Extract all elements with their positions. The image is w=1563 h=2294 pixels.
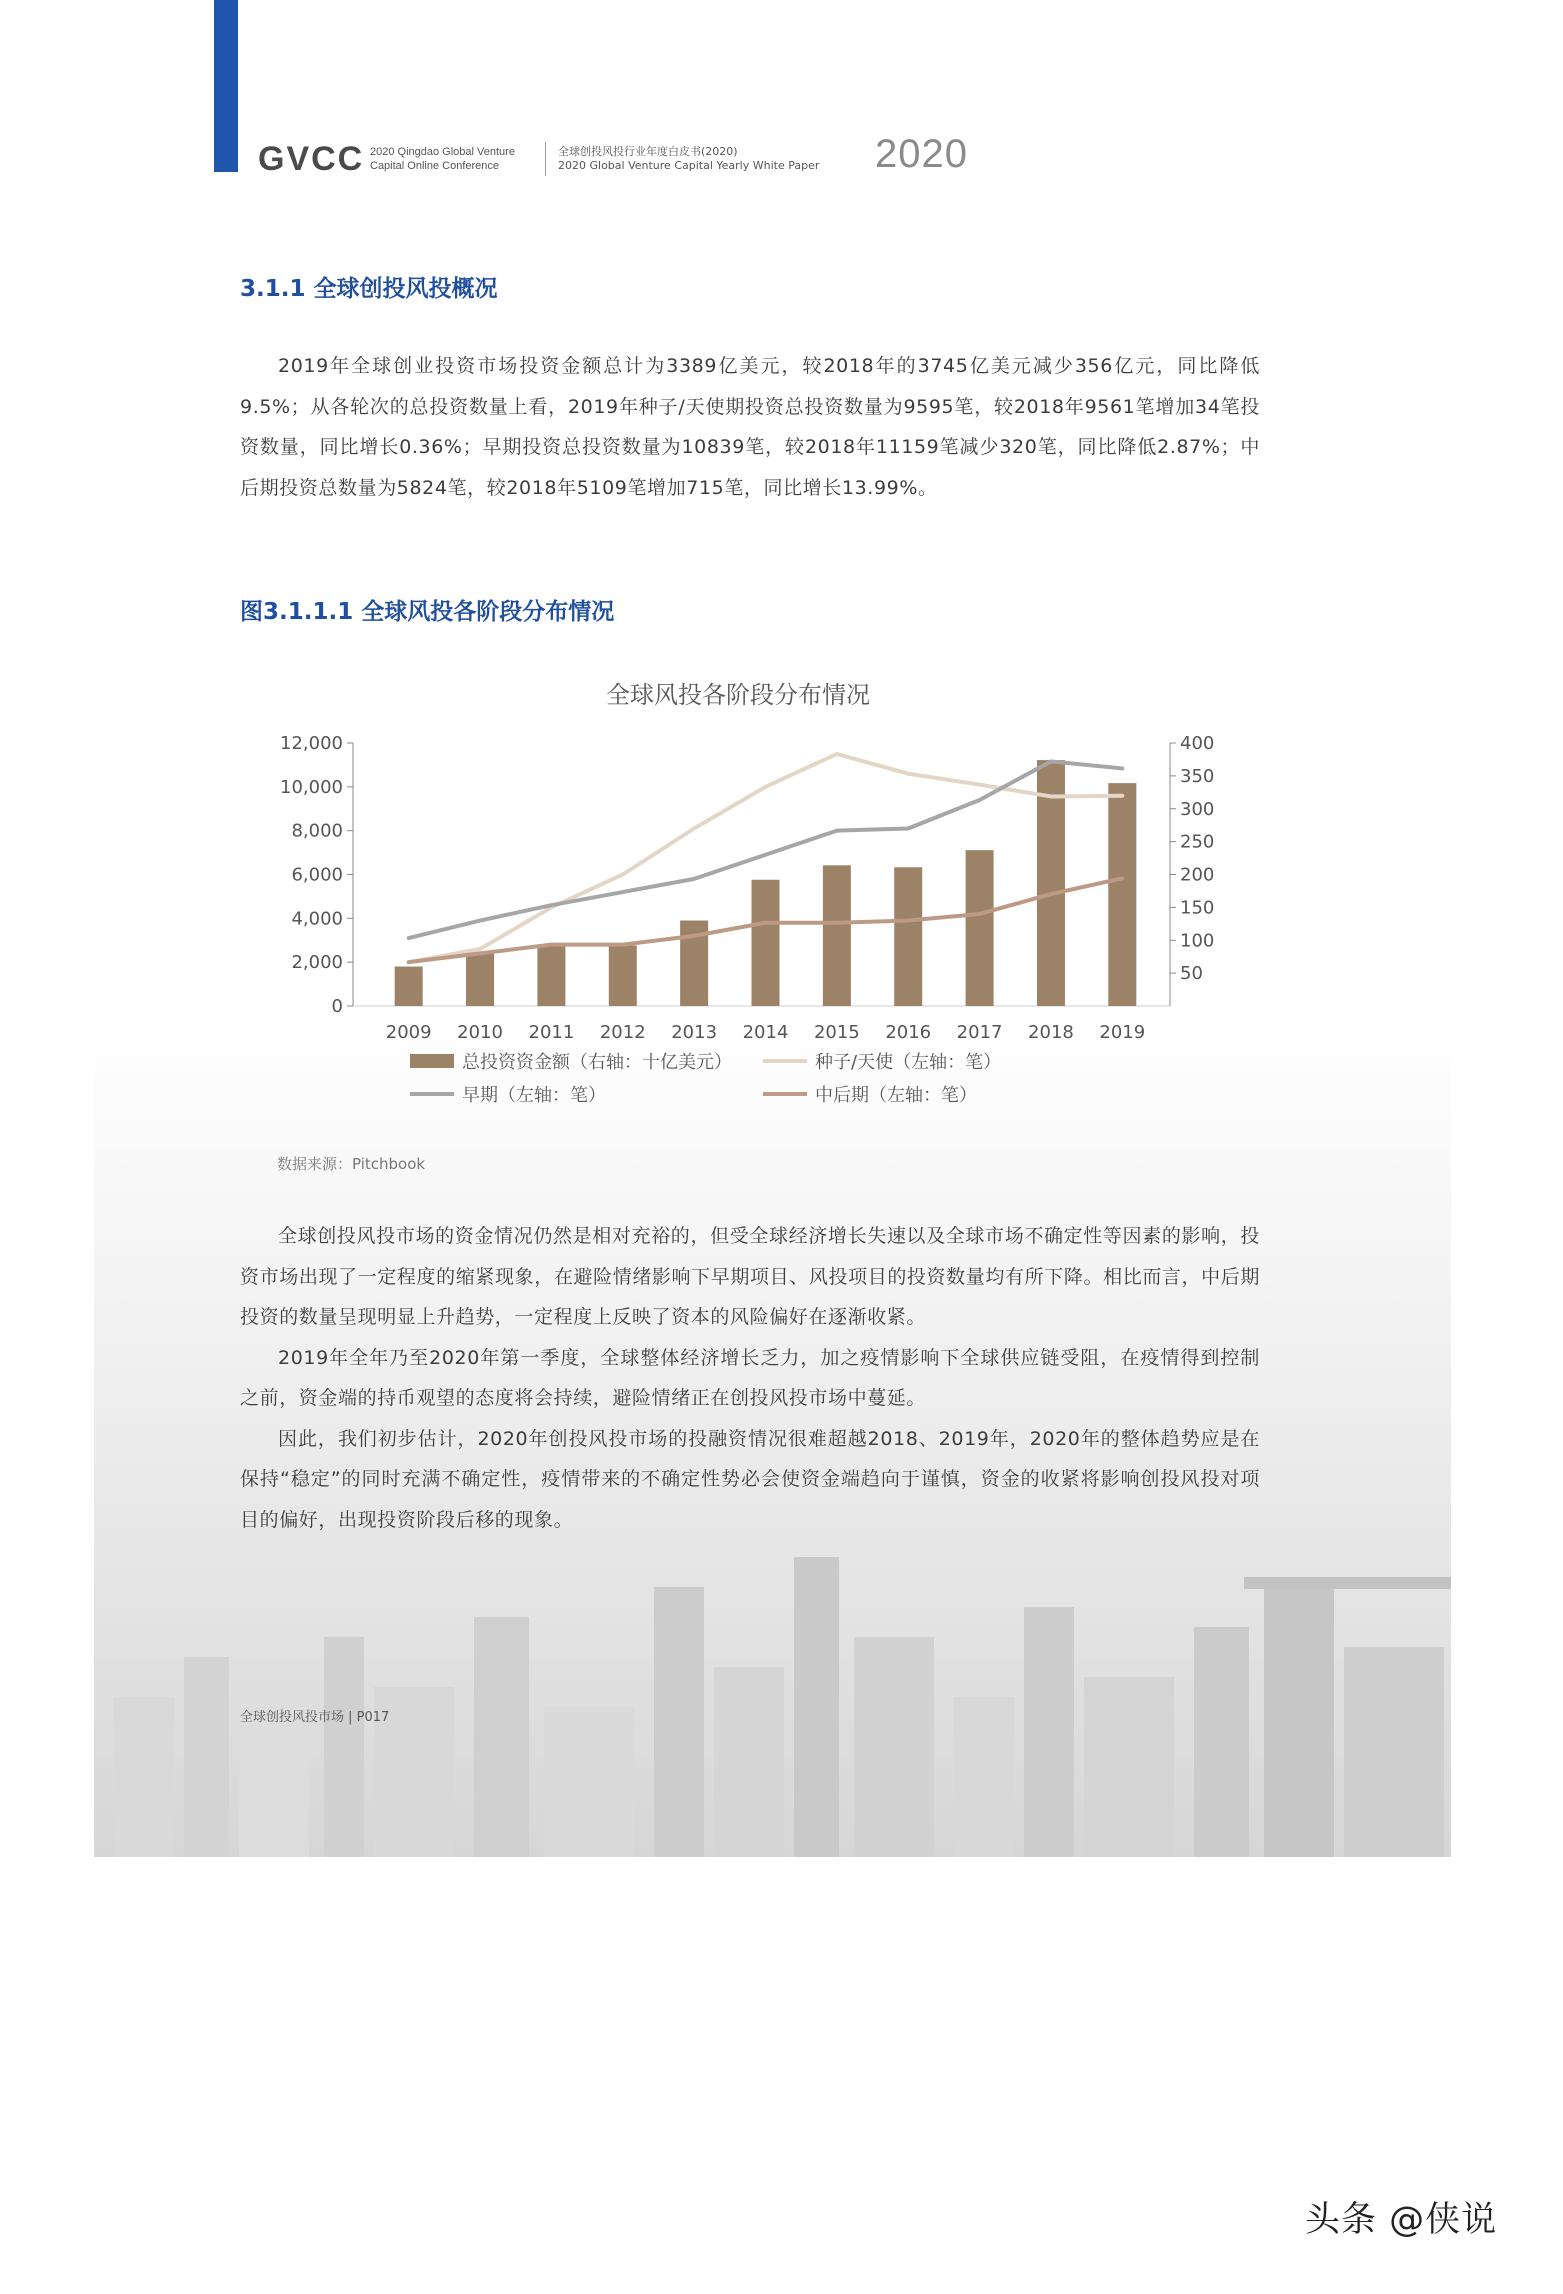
bar-2015 [823,865,851,1006]
right-axis-tick-label: 400 [1180,733,1215,754]
left-axis-tick-label: 10,000 [280,776,343,798]
conference-name [370,145,515,173]
bar-2016 [894,867,922,1006]
bar-2010 [466,952,494,1006]
x-tick-label: 2013 [671,1022,718,1043]
x-tick-label: 2016 [885,1022,932,1043]
conference-line-1: 2020 Qingdao Global Venture [370,146,515,158]
left-axis-tick-label: 8,000 [291,820,343,842]
bar-2019 [1108,783,1136,1006]
conference-line-2: Capital Online Conference [370,160,500,172]
right-axis-tick-label: 200 [1180,864,1215,886]
data-source: 数据来源：Pitchbook [277,1155,426,1173]
analysis-paragraph-3: 因此，我们初步估计，2020年创投风投市场的投融资情况很难超越2018、2019年，2020年的整体趋势应是在保持“稳定”的同时充满不确定性，疫情带来的不确定性势必会使资金端趋向于谨慎，资金的收紧将影响创投风投对项目的偏好，出现投资阶段后移的现象。 [240,1427,1260,1531]
x-axis-labels [386,1022,1145,1043]
x-tick-label: 2011 [528,1022,575,1043]
page-footer: 全球创投风投市场 | P017 [240,1710,390,1725]
bar-2012 [609,946,637,1006]
legend-label: 种子/天使（左轴：笔） [815,1052,1002,1073]
x-tick-label: 2010 [457,1022,503,1043]
legend-label: 总投资资金额（右轴：十亿美元） [462,1052,732,1073]
header-accent-bar [214,0,238,172]
x-tick-label: 2015 [813,1022,860,1043]
section-title: 3.1.1 全球创投风投概况 [240,276,498,302]
left-axis-tick-label: 0 [331,996,343,1017]
x-tick-label: 2012 [599,1022,646,1043]
right-axis-tick-label: 250 [1180,831,1215,853]
overview-text: 2019年全球创业投资市场投资金额总计为3389亿美元，较2018年的3745亿美元减少356亿元，同比降低9.5%；从各轮次的总投资数量上看，2019年种子/天使期投资总投资数量为9595笔，较2018年9561笔增加34笔投资数量，同比增长0.36%；早期投资总投资数量为10839笔，较2018年11159笔减少320笔，同比降低2.87%；中后期投资总数量为5824笔，较2018年5109笔增加715笔，同比增长13.99%。 [240,355,1260,499]
x-tick-label: 2017 [956,1022,1003,1043]
legend-label: 早期（左轴：笔） [462,1085,606,1106]
left-axis-tick-label: 6,000 [291,864,343,886]
right-axis-tick-label: 50 [1180,963,1203,985]
x-tick-label: 2018 [1028,1022,1074,1043]
chart-title: 全球风投各阶段分布情况 [606,681,870,709]
legend-swatch-bar [410,1054,454,1068]
bar-series [395,760,1137,1006]
right-axis-tick-label: 100 [1180,930,1215,952]
right-axis-tick-label: 300 [1180,798,1215,820]
stage-distribution-chart [280,668,1230,1138]
bar-2011 [537,946,565,1006]
legend-label: 中后期（左轴：笔） [815,1085,977,1106]
overview-paragraph [240,346,1260,508]
chart-legend [410,1051,1001,1106]
left-axis-tick-label: 4,000 [291,908,343,930]
x-tick-label: 2014 [742,1022,789,1043]
left-axis-tick-label: 2,000 [291,952,343,974]
header-divider [545,142,546,176]
paper-line-2: 2020 Global Venture Capital Yearly White Paper [558,159,820,172]
bar-2009 [395,967,423,1006]
x-tick-label: 2009 [385,1022,432,1043]
paper-line-1: 全球创投风投行业年度白皮书(2020) [558,145,738,158]
analysis-paragraph-1: 全球创投风投市场的资金情况仍然是相对充裕的，但受全球经济增长失速以及全球市场不确定性等因素的影响，投资市场出现了一定程度的缩紧现象，在避险情绪影响下早期项目、风投项目的投资数量均有所下降。相比而言，中后期投资的数量呈现明显上升趋势，一定程度上反映了资本的风险偏好在逐渐收紧。 [240,1225,1260,1328]
bar-2014 [752,880,780,1006]
x-tick-label: 2019 [1099,1022,1146,1043]
header-year: 2020 [875,132,968,176]
white-paper-name [558,145,819,173]
analysis-paragraph-2: 2019年全年乃至2020年第一季度，全球整体经济增长乏力，加之疫情影响下全球供应链受阻，在疫情得到控制之前，资金端的持币观望的态度将会持续，避险情绪正在创投风投市场中蔓延。 [240,1346,1260,1409]
analysis-paragraphs [240,1216,1260,1540]
figure-title: 图3.1.1.1 全球风投各阶段分布情况 [240,599,615,625]
gvcc-logo: GVCC [258,140,365,178]
right-axis-tick-label: 350 [1180,765,1215,787]
right-axis-tick-label: 150 [1180,897,1215,919]
bar-2017 [966,850,994,1006]
left-axis-tick-label: 12,000 [280,733,343,754]
source-watermark: 头条 @侠说 [1305,2200,1498,2240]
